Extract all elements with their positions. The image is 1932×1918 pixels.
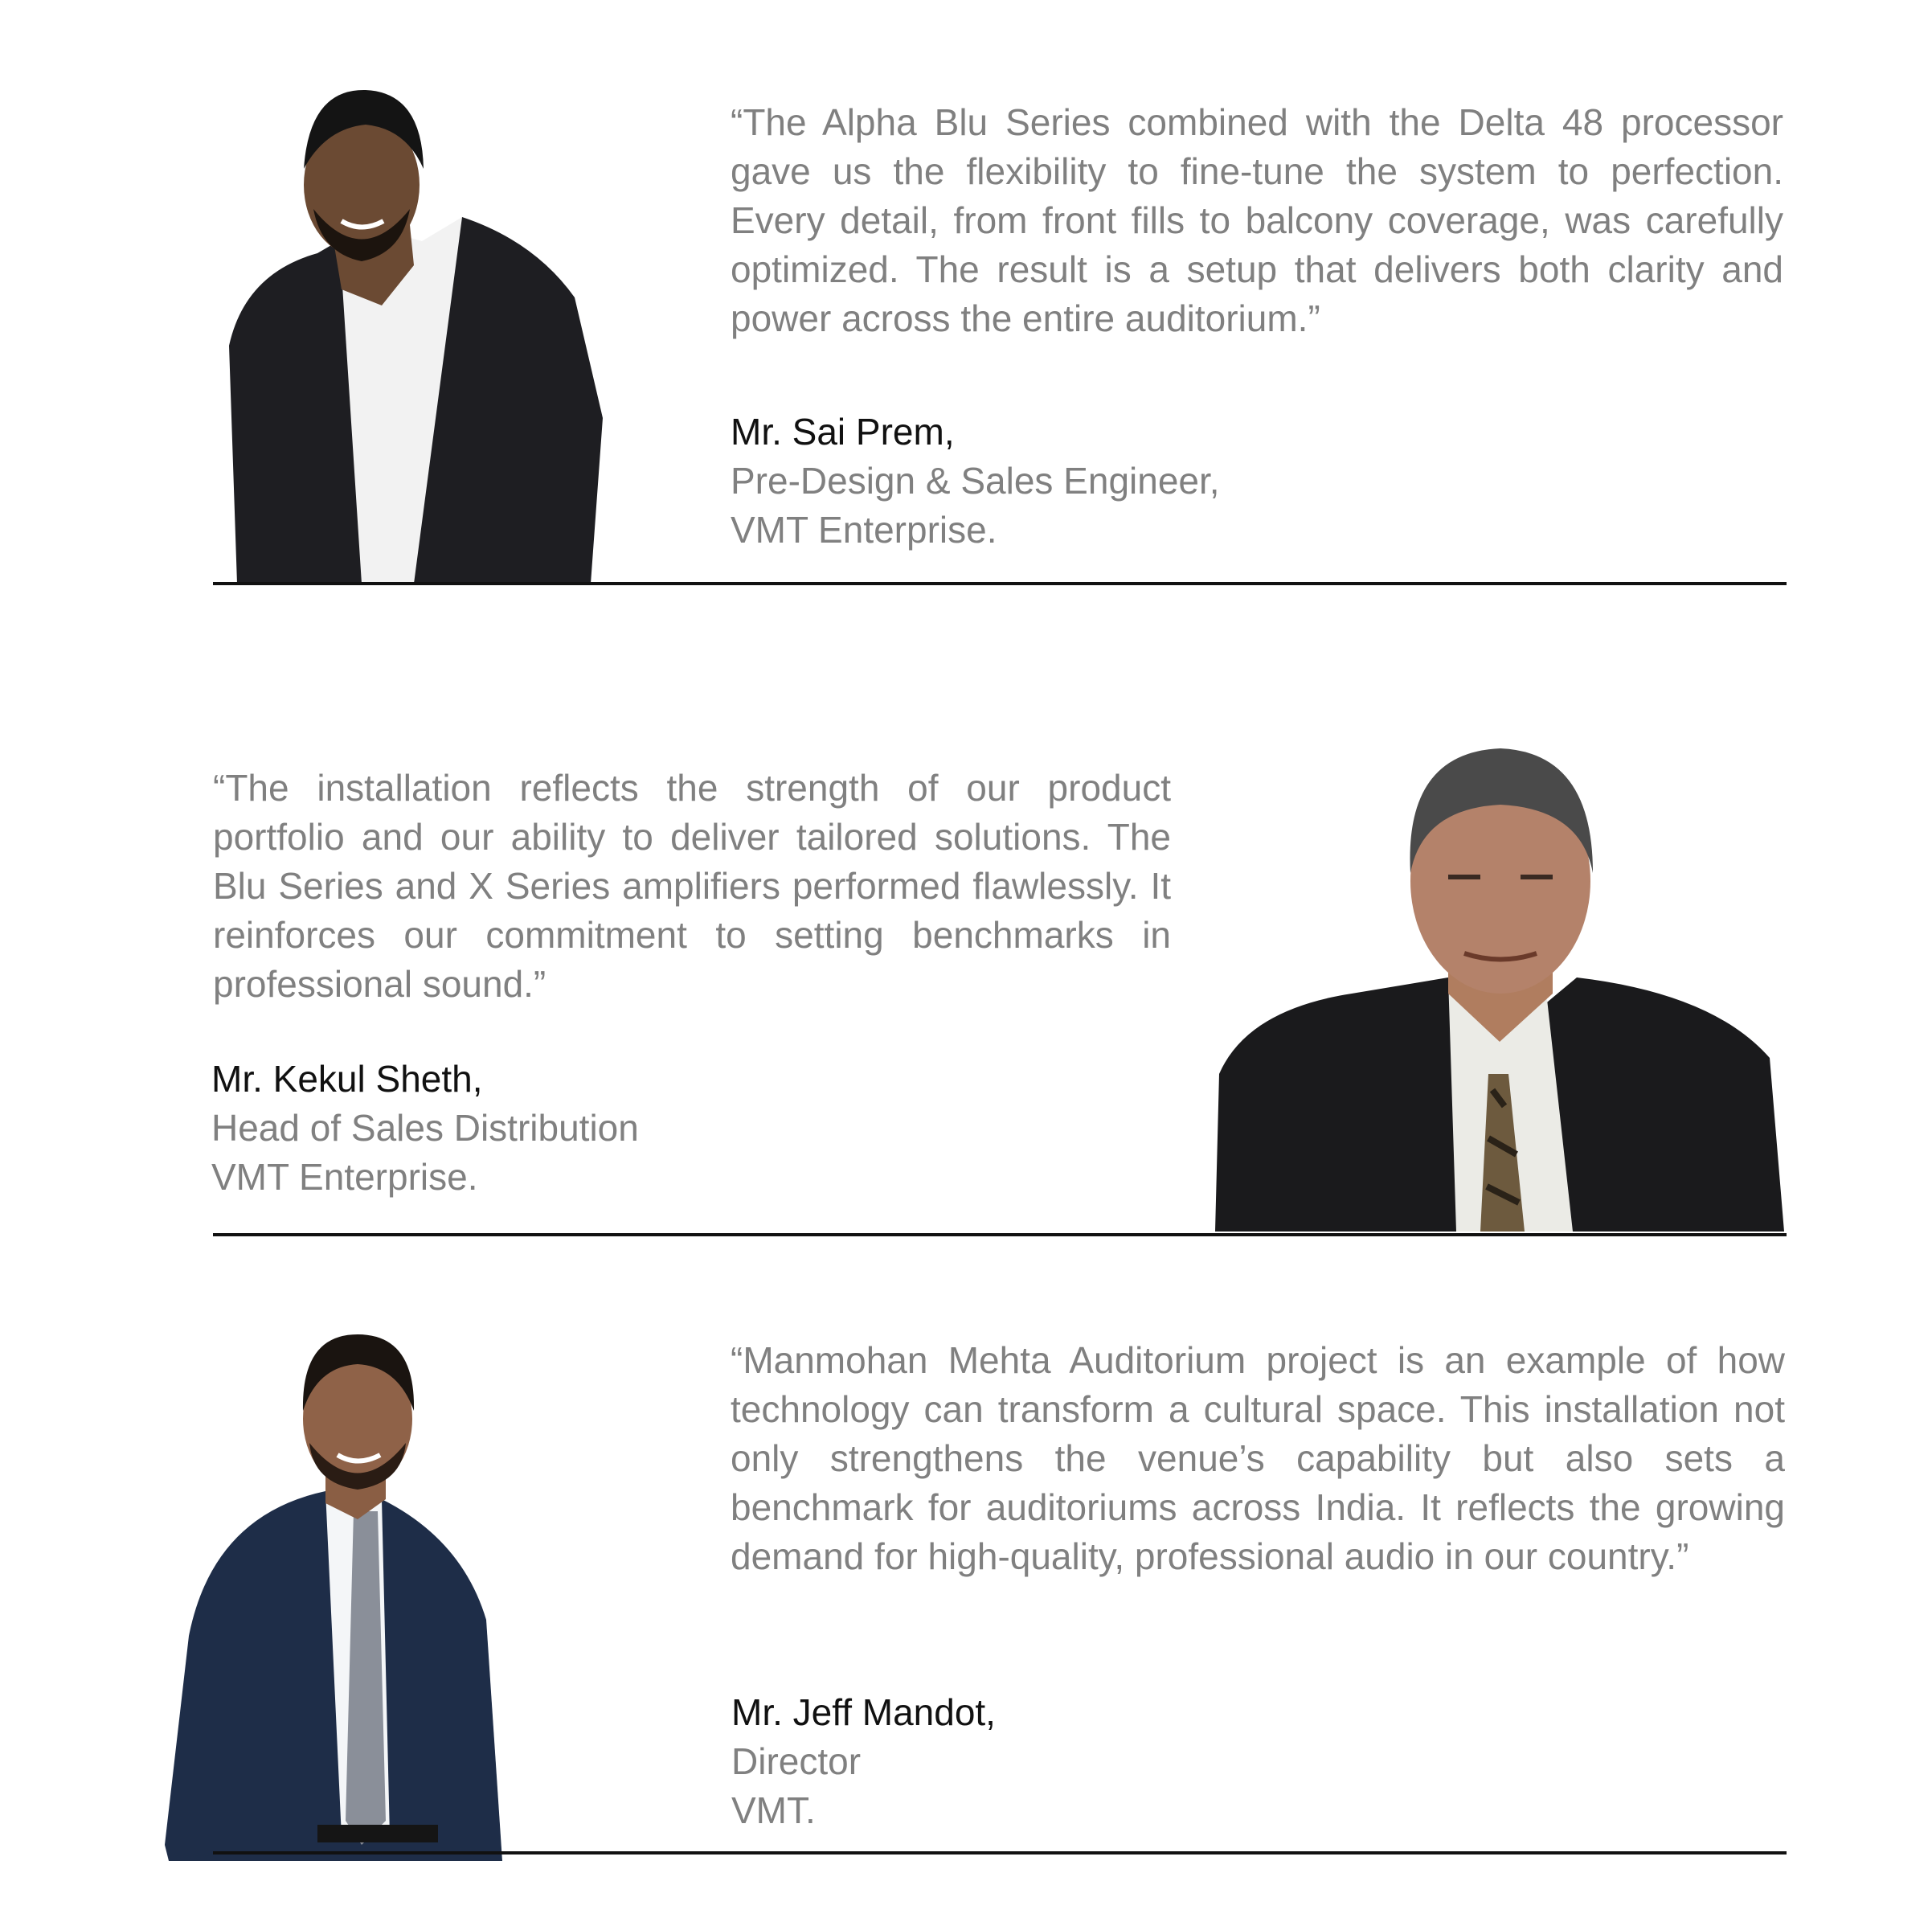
section-divider [213,1233,1787,1236]
testimonial-quote: “The installation reflects the strength of our product portfolio and our ability to deliver tailored solutions. The Blu Series and X Series amplifiers performed flawlessly. It reinforces our commitment to setting benchmarks in professional sound.” [213,767,1171,1005]
person-name: Mr. Sai Prem, [731,411,955,453]
person-organization: VMT Enterprise. [731,509,997,551]
person-role: Director [731,1740,862,1782]
section-divider [213,1851,1787,1854]
portrait-kekul-sheth [1215,736,1784,1232]
testimonial-quote: “The Alpha Blu Series combined with the Delta 48 processor gave us the flexibility to fine-tune the system to perfection. Every detail, from front fills to balcony coverage, was carefully optimized. The result is a setup that delivers both clarity and power across the entire auditorium.” [731,101,1783,339]
person-organization: VMT Enterprise. [211,1156,478,1198]
person-role: Pre-Design & Sales Engineer, [731,460,1220,502]
section-divider [213,582,1787,585]
person-name: Mr. Kekul Sheth, [211,1058,483,1100]
testimonial-attribution [731,408,1534,555]
person-organization: VMT. [731,1789,816,1831]
portrait-jeff-mandot [165,1330,502,1861]
testimonial-quote: “Manmohan Mehta Auditorium project is an example of how technology can transform a cultural space. This installation not only strengthens the venue’s capability but also sets a benchmark for auditoriums across India. It reflects the growing demand for high-quality, professional audio in our country.” [731,1339,1785,1577]
portrait-sai-prem [213,80,603,584]
person-role: Head of Sales Distribution [211,1107,639,1149]
person-name: Mr. Jeff Mandot, [731,1691,996,1733]
testimonial-attribution [731,1688,1535,1835]
testimonial-attribution [211,1055,1015,1202]
